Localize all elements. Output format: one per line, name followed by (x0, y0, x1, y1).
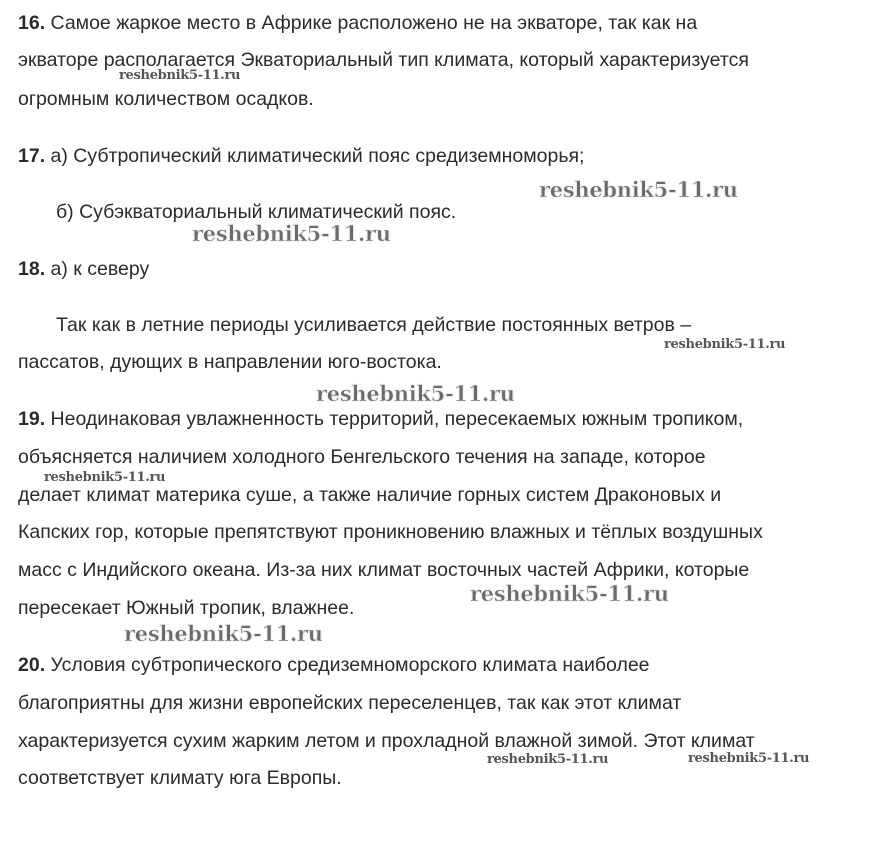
watermark: reshebnik5-11.ru (316, 381, 515, 406)
answer-20-line-3: характеризуется сухим жарким летом и прохладной влажной зимой. Этот климат (18, 730, 755, 752)
watermark: reshebnik5-11.ru (539, 177, 738, 202)
answer-16-line-2: экваторе располагается Экваториальный тип климата, который характеризуется (18, 49, 749, 71)
watermark: reshebnik5-11.ru (487, 752, 609, 767)
answer-18-line-2: Так как в летние периоды усиливается действие постоянных ветров – (56, 314, 692, 336)
answer-20-line-4: соответствует климату юга Европы. (18, 767, 342, 789)
watermark: reshebnik5-11.ru (124, 621, 323, 646)
answer-19-line-3: делает климат материка суше, а также наличие горных систем Драконовых и (18, 484, 722, 506)
watermark: reshebnik5-11.ru (119, 68, 241, 83)
answer-number: 18. (18, 258, 46, 280)
answer-text: а) Субтропический климатический пояс средиземноморья; (50, 145, 585, 167)
answer-18-line-3: пассатов, дующих в направлении юго-востока. (18, 351, 442, 373)
answer-number: 19. (18, 408, 46, 430)
answer-20-line-2: благоприятны для жизни европейских переселенцев, так как этот климат (18, 692, 682, 714)
answer-text: Самое жаркое место в Африке расположено не на экваторе, так как на (50, 12, 698, 34)
answer-19-line-5: масс с Индийского океана. Из-за них климат восточных частей Африки, которые (18, 559, 750, 581)
answer-17-line-1 (18, 144, 584, 168)
answer-text: Неодинаковая увлажненность территорий, пересекаемых южным тропиком, (50, 408, 744, 430)
answer-16-line-3: огромным количеством осадков. (18, 88, 314, 110)
answer-19-line-4: Капских гор, которые препятствуют проникновению влажных и тёплых воздушных (18, 521, 763, 543)
answer-16-line-1 (18, 11, 697, 35)
answer-19-line-2: объясняется наличием холодного Бенгельского течения на западе, которое (18, 446, 706, 468)
watermark: reshebnik5-11.ru (664, 337, 786, 352)
answer-17-line-2: б) Субэкваториальный климатический пояс. (56, 201, 457, 223)
answer-number: 16. (18, 12, 46, 34)
answer-20-line-1 (18, 653, 650, 677)
answer-text: а) к северу (50, 258, 150, 280)
watermark: reshebnik5-11.ru (470, 581, 669, 606)
answer-19-line-1 (18, 407, 743, 431)
watermark: reshebnik5-11.ru (688, 751, 810, 766)
watermark: reshebnik5-11.ru (192, 221, 391, 246)
watermark: reshebnik5-11.ru (44, 470, 166, 485)
answer-number: 17. (18, 145, 46, 167)
answer-text: Условия субтропического средиземноморского климата наиболее (50, 654, 650, 676)
answer-19-line-6: пересекает Южный тропик, влажнее. (18, 597, 355, 619)
answer-18-line-1 (18, 257, 149, 281)
answer-number: 20. (18, 654, 46, 676)
